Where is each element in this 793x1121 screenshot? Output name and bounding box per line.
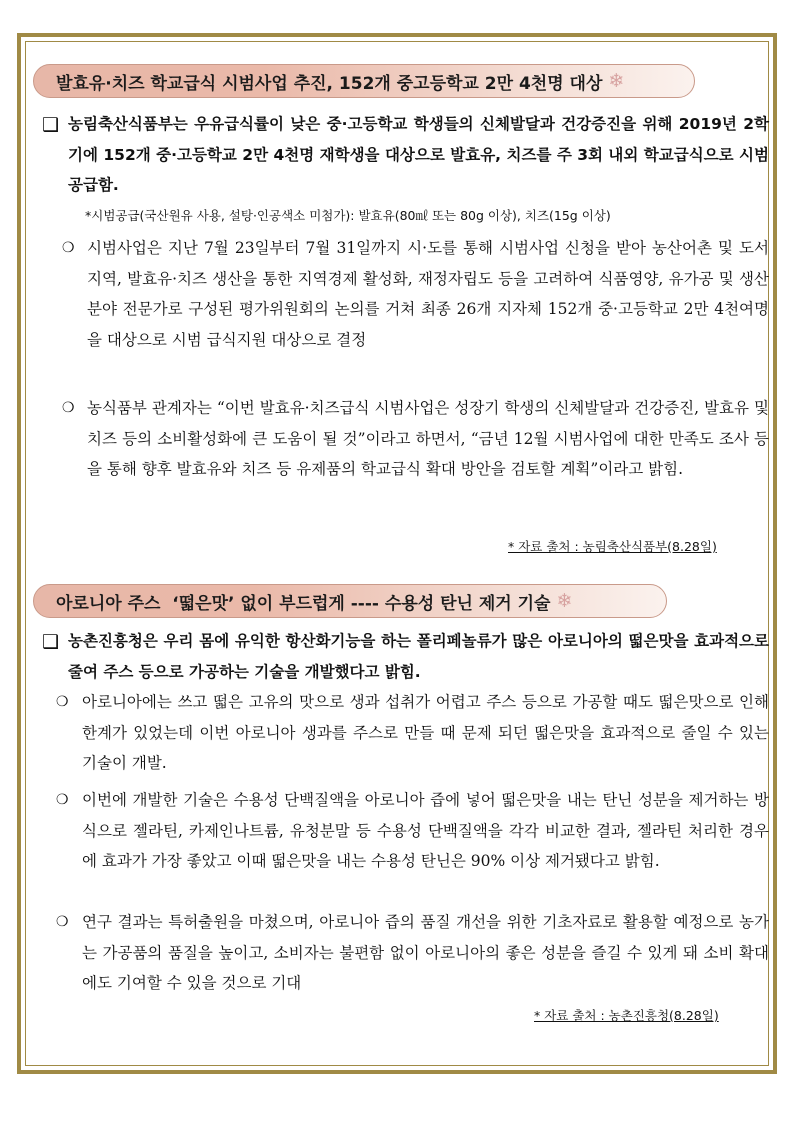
section1-bullet-1: 시범사업은 지난 7월 23일부터 7월 31일까지 시·도를 통해 시범사업 신청을 받아 농산어촌 및 도서지역, 발효유·치즈 생산을 통한 지역경제 활성화, 재정자립도 등을 고려하여 식품영양, 유가공 및 생산 분야 전문가로 구성된 평가위원회의 논의를 거쳐 최종 26개 지자체 152개 중·고등학교 2만 4천여명을 대상으로 시범 급식지원 대상으로 결정: [87, 239, 769, 349]
section1-bullet-2: 농식품부 관계자는 “이번 발효유·치즈급식 시범사업은 성장기 학생의 신체발달과 건강증진, 발효유 및 치즈 등의 소비활성화에 큰 도움이 될 것”이라고 하면서, “금년 12월 시범사업에 대한 만족도 조사 등을 통해 향후 발효유와 치즈 등 유제품의 학교급식 확대 방안을 검토할 계획”이라고 밝힘.: [87, 399, 769, 478]
circle-bullet-icon: ❍: [62, 400, 75, 416]
square-bullet-icon: ❑: [42, 631, 60, 653]
circle-bullet-icon: ❍: [56, 694, 69, 710]
section1-lead: 농림축산식품부는 우유급식률이 낮은 중·고등학교 학생들의 신체발달과 건강증진을 위해 2019년 2학기에 152개 중·고등학교 2만 4천명 재학생을 대상으로 발효유, 치즈를 주 3회 내외 학교급식으로 시범 공급함.: [68, 115, 769, 194]
section2-lead: 농촌진흥청은 우리 몸에 유익한 항산화기능을 하는 폴리페놀류가 많은 아로니아의 떫은맛을 효과적으로 줄여 주스 등으로 가공하는 기술을 개발했다고 밝힘.: [68, 632, 769, 681]
section2-source: * 자료 출처 : 농촌진흥청(8.28일): [534, 1008, 719, 1023]
section1-title: 발효유·치즈 학교급식 시범사업 추진, 152개 중고등학교 2만 4천명 대상: [56, 73, 603, 94]
section2-title-bar: [33, 584, 667, 618]
section2-bullet-1: 아로니아에는 쓰고 떫은 고유의 맛으로 생과 섭취가 어렵고 주스 등으로 가공할 때도 떫은맛으로 인해 한계가 있었는데 이번 아로니아 생과를 주스로 만들 때 문제 되던 떫은맛을 효과적으로 줄일 수 있는 기술이 개발.: [82, 693, 769, 772]
square-bullet-icon: ❑: [42, 114, 60, 136]
section1-note: *시범공급(국산원유 사용, 설탕·인공색소 미첨가): 발효유(80㎖ 또는 80g 이상), 치즈(15g 이상): [85, 208, 611, 223]
section1-source: * 자료 출처 : 농림축산식품부(8.28일): [508, 539, 717, 554]
section2-bullet-2: 이번에 개발한 기술은 수용성 단백질액을 아로니아 즙에 넣어 떫은맛을 내는 탄닌 성분을 제거하는 방식으로 젤라틴, 카제인나트륨, 유청분말 등 수용성 단백질액을 각각 비교한 결과, 젤라틴 처리한 경우에 효과가 가장 좋았고 이때 떫은맛을 내는 수용성 탄닌은 90% 이상 제거됐다고 밝힘.: [82, 791, 769, 870]
section2-bullet-3: 연구 결과는 특허출원을 마쳤으며, 아로니아 즙의 품질 개선을 위한 기초자료로 활용할 예정으로 농가는 가공품의 품질을 높이고, 소비자는 불편함 없이 아로니아의 좋은 성분을 즐길 수 있게 돼 소비 확대에도 기여할 수 있을 것으로 기대: [82, 913, 769, 992]
circle-bullet-icon: ❍: [56, 914, 69, 930]
section2-title: 아로니아 주스 ‘떫은맛’ 없이 부드럽게 ---- 수용성 탄닌 제거 기술: [56, 593, 551, 614]
snowflake-icon: ❄: [608, 70, 625, 92]
circle-bullet-icon: ❍: [62, 240, 75, 256]
snowflake-icon: ❄: [556, 590, 573, 612]
section1-title-bar: [33, 64, 695, 98]
circle-bullet-icon: ❍: [56, 792, 69, 808]
